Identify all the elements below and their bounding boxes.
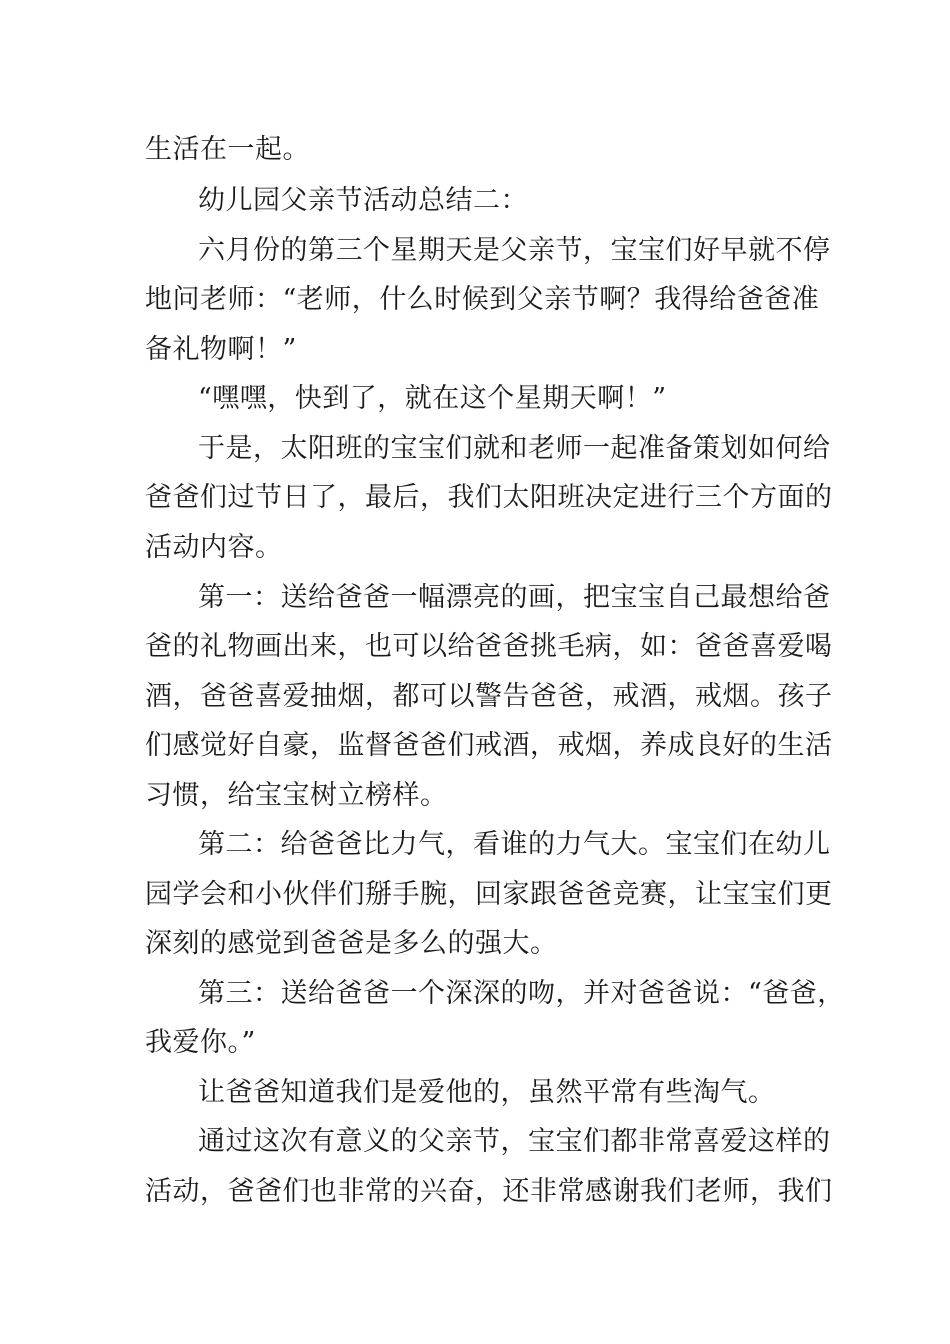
text-line: 第一：送给爸爸一幅漂亮的画，把宝宝自己最想给爸: [198, 582, 831, 613]
text-line: 活动内容。: [145, 532, 283, 563]
text-line: 第三：送给爸爸一个深深的吻，并对爸爸说：“爸爸，: [198, 978, 845, 1009]
text-line: 地问老师：“老师，什么时候到父亲节啊？我得给爸爸准: [145, 284, 820, 315]
text-line: “嘿嘿，快到了，就在这个星期天啊！”: [198, 383, 667, 414]
text-line: 深刻的感觉到爸爸是多么的强大。: [145, 928, 558, 959]
text-line: 让爸爸知道我们是爱他的，虽然平常有些淘气。: [198, 1077, 776, 1108]
text-line: 爸的礼物画出来，也可以给爸爸挑毛病，如：爸爸喜爱喝: [145, 631, 833, 662]
text-line: 第二：给爸爸比力气，看谁的力气大。宝宝们在幼儿: [198, 829, 831, 860]
text-line: 活动，爸爸们也非常的兴奋，还非常感谢我们老师，我们: [145, 1176, 833, 1207]
text-line: 爸爸们过节日了，最后，我们太阳班决定进行三个方面的: [145, 482, 833, 513]
text-line: 酒，爸爸喜爱抽烟，都可以警告爸爸，戒酒，戒烟。孩子: [145, 681, 833, 712]
text-line: 备礼物啊！”: [145, 334, 297, 365]
text-line: 通过这次有意义的父亲节，宝宝们都非常喜爱这样的: [198, 1126, 831, 1157]
text-line: 我爱你。”: [145, 1027, 256, 1058]
section-heading: 幼儿园父亲节活动总结二：: [198, 185, 528, 216]
text-line: 们感觉好自豪，监督爸爸们戒酒，戒烟，养成良好的生活: [145, 730, 833, 761]
text-line: 生活在一起。: [145, 134, 310, 165]
text-line: 六月份的第三个星期天是父亲节，宝宝们好早就不停: [198, 235, 831, 266]
text-line: 于是，太阳班的宝宝们就和老师一起准备策划如何给: [198, 433, 831, 464]
text-line: 园学会和小伙伴们掰手腕，回家跟爸爸竞赛，让宝宝们更: [145, 879, 833, 910]
text-line: 习惯，给宝宝树立榜样。: [145, 780, 448, 811]
